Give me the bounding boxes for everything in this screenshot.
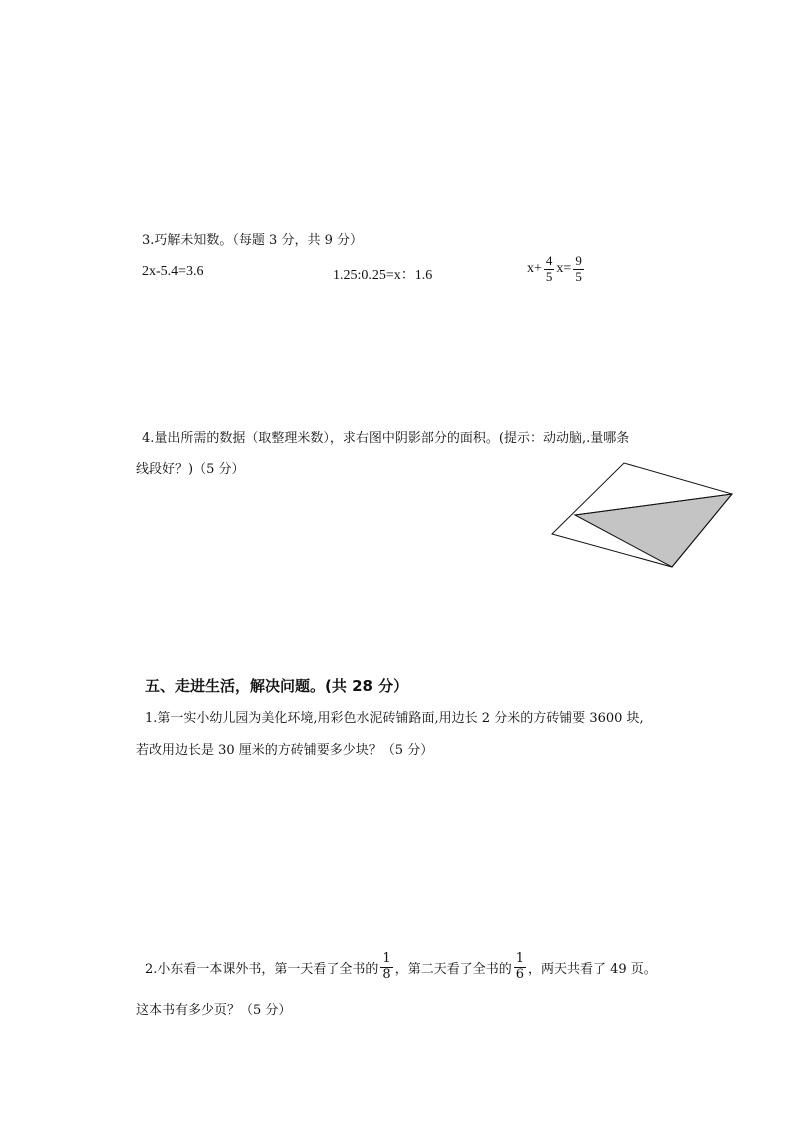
fraction-denominator: 6 — [515, 966, 524, 982]
problem-2-line-2: 这本书有多少页？（5 分） — [136, 1003, 292, 1018]
q3-equation-1: 2x-5.4=3.6 — [142, 264, 204, 279]
q3-title: 3.巧解未知数。（每题 3 分，共 9 分） — [142, 233, 363, 248]
q3-eq3-fraction-1 — [544, 254, 555, 285]
problem-2-text-a: 2.小东看一本课外书，第一天看了全书的 — [145, 961, 379, 977]
fraction-numerator: 1 — [515, 951, 524, 966]
fraction-denominator: 8 — [382, 966, 391, 982]
q3-equation-2: 1.25:0.25=x：1.6 — [333, 268, 433, 283]
q4-line-1: 4.量出所需的数据（取整理米数），求右图中阴影部分的面积。(提示：动动脑,.量哪条 — [142, 431, 630, 446]
fraction-numerator: 4 — [545, 253, 553, 268]
problem-2-text-c: ，两天共看了 49 页。 — [527, 961, 657, 977]
problem-2-text-b: ，第二天看了全书的 — [394, 961, 512, 977]
fraction-numerator: 9 — [575, 253, 582, 268]
problem-2-line-1 — [145, 952, 657, 983]
problem-2-fraction-1 — [380, 952, 392, 983]
fraction-denominator: 5 — [575, 268, 582, 284]
problem-1-line-2: 若改用边长是 30 厘米的方砖铺要多少块？（5 分） — [136, 743, 434, 758]
parallelogram-shaded-triangle-figure — [540, 455, 750, 580]
section-5-heading: 五、走进生活，解决问题。(共 28 分） — [145, 677, 409, 695]
fraction-numerator: 1 — [382, 951, 391, 966]
q3-equation-3 — [527, 254, 586, 285]
q4-line-2: 线段好？)（5 分） — [136, 462, 245, 477]
q3-eq3-mid: x= — [556, 261, 572, 277]
q3-eq3-prefix: x+ — [527, 261, 542, 277]
problem-2-fraction-2 — [514, 952, 526, 983]
problem-1-line-1: 1.第一实小幼儿园为美化环境,用彩色水泥砖铺路面,用边长 2 分米的方砖铺要 3600 块, — [145, 711, 644, 726]
fraction-denominator: 5 — [545, 268, 553, 284]
q3-eq3-fraction-2 — [573, 254, 584, 285]
